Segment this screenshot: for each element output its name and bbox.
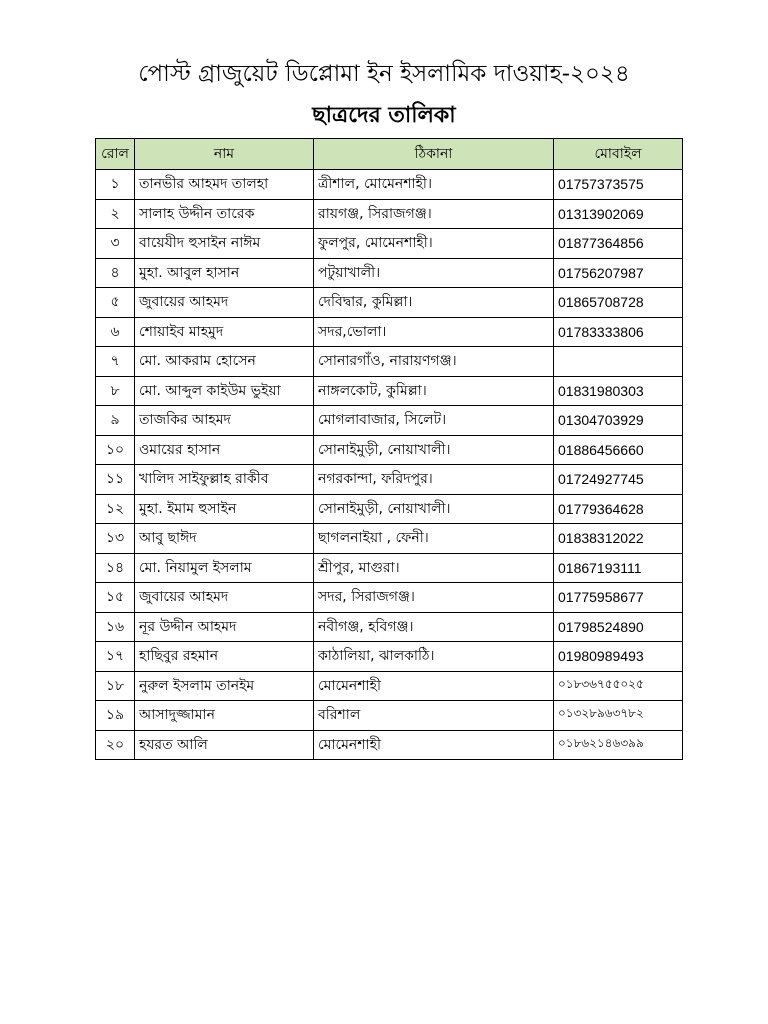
mobile-cell: 01838312022 <box>554 524 683 554</box>
mobile-cell: 01783333806 <box>554 317 683 347</box>
name-cell: মুহা. আবুল হাসান <box>135 258 314 288</box>
mobile-cell: 01877364856 <box>554 229 683 259</box>
mobile-cell: 01756207987 <box>554 258 683 288</box>
table-row <box>96 612 683 642</box>
document-title: পোস্ট গ্রাজুয়েট ডিপ্লোমা ইন ইসলামিক দাওয়াহ-২০২৪ <box>138 61 630 87</box>
name-cell: তাজকির আহমদ <box>135 406 314 436</box>
table-row <box>96 435 683 465</box>
table-row <box>96 347 683 377</box>
address-cell: রায়গঞ্জ, সিরাজগঞ্জ। <box>314 199 554 229</box>
name-cell: ওমায়ের হাসান <box>135 435 314 465</box>
table-body <box>96 170 683 760</box>
table-row <box>96 583 683 613</box>
mobile-cell: ০১৮৬২১৪৬৩৯৯ <box>554 730 683 760</box>
roll-cell: ২ <box>96 199 135 229</box>
name-cell: জুবায়ের আহমদ <box>135 288 314 318</box>
header-name: নাম <box>135 139 314 170</box>
mobile-cell: 01304703929 <box>554 406 683 436</box>
roll-cell: ১২ <box>96 494 135 524</box>
address-cell: সদর,ভোলা। <box>314 317 554 347</box>
mobile-cell <box>554 347 683 377</box>
table-row <box>96 730 683 760</box>
name-cell: বায়েযীদ হুসাইন নাঈম <box>135 229 314 259</box>
roll-cell: ১৪ <box>96 553 135 583</box>
mobile-cell: 01980989493 <box>554 642 683 672</box>
mobile-cell: 01865708728 <box>554 288 683 318</box>
roll-cell: ৭ <box>96 347 135 377</box>
mobile-cell: 01724927745 <box>554 465 683 495</box>
table-row <box>96 642 683 672</box>
roll-cell: ৮ <box>96 376 135 406</box>
mobile-cell: 01757373575 <box>554 170 683 200</box>
header-roll: রোল <box>96 139 135 170</box>
roll-cell: ৪ <box>96 258 135 288</box>
address-cell: দেবিদ্বার, কুমিল্লা। <box>314 288 554 318</box>
address-cell: ত্রীশাল, মোমেনশাহী। <box>314 170 554 200</box>
name-cell: আবু ছাঈদ <box>135 524 314 554</box>
table-row <box>96 553 683 583</box>
table-row <box>96 701 683 731</box>
mobile-cell: 01779364628 <box>554 494 683 524</box>
address-cell: মোগলাবাজার, সিলেট। <box>314 406 554 436</box>
address-cell: সোনাইমুড়ী, নোয়াখালী। <box>314 435 554 465</box>
name-cell: সালাহ উদ্দীন তারেক <box>135 199 314 229</box>
table-row <box>96 229 683 259</box>
mobile-cell: 01867193111 <box>554 553 683 583</box>
table-row <box>96 406 683 436</box>
name-cell: তানভীর আহমদ তালহা <box>135 170 314 200</box>
roll-cell: ৬ <box>96 317 135 347</box>
address-cell: সোনারগাঁও, নারায়ণগঞ্জ। <box>314 347 554 377</box>
address-cell: শ্রীপুর, মাগুরা। <box>314 553 554 583</box>
roll-cell: ৯ <box>96 406 135 436</box>
table-row <box>96 494 683 524</box>
mobile-cell: ০১৮৩৬৭৫৫০২৫ <box>554 671 683 701</box>
roll-cell: ৫ <box>96 288 135 318</box>
table-row <box>96 524 683 554</box>
table-row <box>96 671 683 701</box>
table-row <box>96 170 683 200</box>
address-cell: সদর, সিরাজগঞ্জ। <box>314 583 554 613</box>
address-cell: বরিশাল <box>314 701 554 731</box>
name-cell: মো. আকরাম হোসেন <box>135 347 314 377</box>
name-cell: আসাদুজ্জামান <box>135 701 314 731</box>
roll-cell: ১৫ <box>96 583 135 613</box>
roll-cell: ২০ <box>96 730 135 760</box>
student-list-table <box>95 138 683 760</box>
name-cell: নূর উদ্দীন আহমদ <box>135 612 314 642</box>
name-cell: শোয়াইব মাহমুদ <box>135 317 314 347</box>
roll-cell: ১৮ <box>96 671 135 701</box>
mobile-cell: 01775958677 <box>554 583 683 613</box>
address-cell: ছাগলনাইয়া , ফেনী। <box>314 524 554 554</box>
document-subtitle: ছাত্রদের তালিকা <box>312 103 456 128</box>
mobile-cell: 01798524890 <box>554 612 683 642</box>
roll-cell: ১৯ <box>96 701 135 731</box>
table-row <box>96 376 683 406</box>
address-cell: মোমেনশাহী <box>314 671 554 701</box>
address-cell: কাঠালিয়া, ঝালকাঠি। <box>314 642 554 672</box>
name-cell: নুরুল ইসলাম তানইম <box>135 671 314 701</box>
roll-cell: ১১ <box>96 465 135 495</box>
roll-cell: ১৭ <box>96 642 135 672</box>
address-cell: পটুয়াখালী। <box>314 258 554 288</box>
table-row <box>96 465 683 495</box>
name-cell: হাছিবুর রহমান <box>135 642 314 672</box>
address-cell: ফুলপুর, মোমেনশাহী। <box>314 229 554 259</box>
name-cell: মো. আব্দুল কাইউম ভুইয়া <box>135 376 314 406</box>
header-address: ঠিকানা <box>314 139 554 170</box>
name-cell: খালিদ সাইফুল্লাহ রাকীব <box>135 465 314 495</box>
address-cell: মোমেনশাহী <box>314 730 554 760</box>
table-header-row <box>96 139 683 170</box>
header-mobile: মোবাইল <box>554 139 683 170</box>
roll-cell: ১৩ <box>96 524 135 554</box>
address-cell: নগরকান্দা, ফরিদপুর। <box>314 465 554 495</box>
name-cell: মো. নিয়ামুল ইসলাম <box>135 553 314 583</box>
roll-cell: ১০ <box>96 435 135 465</box>
mobile-cell: 01886456660 <box>554 435 683 465</box>
address-cell: নাঙ্গলকোট, কুমিল্লা। <box>314 376 554 406</box>
roll-cell: ৩ <box>96 229 135 259</box>
name-cell: জুবায়ের আহমদ <box>135 583 314 613</box>
table-row <box>96 199 683 229</box>
table-row <box>96 288 683 318</box>
roll-cell: ১ <box>96 170 135 200</box>
name-cell: হযরত আলি <box>135 730 314 760</box>
table-row <box>96 317 683 347</box>
mobile-cell: 01313902069 <box>554 199 683 229</box>
mobile-cell: 01831980303 <box>554 376 683 406</box>
mobile-cell: ০১৩২৮৯৬৩৭৮২ <box>554 701 683 731</box>
table-row <box>96 258 683 288</box>
address-cell: নবীগঞ্জ, হবিগঞ্জ। <box>314 612 554 642</box>
name-cell: মুহা. ইমাম হুসাইন <box>135 494 314 524</box>
roll-cell: ১৬ <box>96 612 135 642</box>
address-cell: সোনাইমুড়ী, নোয়াখালী। <box>314 494 554 524</box>
